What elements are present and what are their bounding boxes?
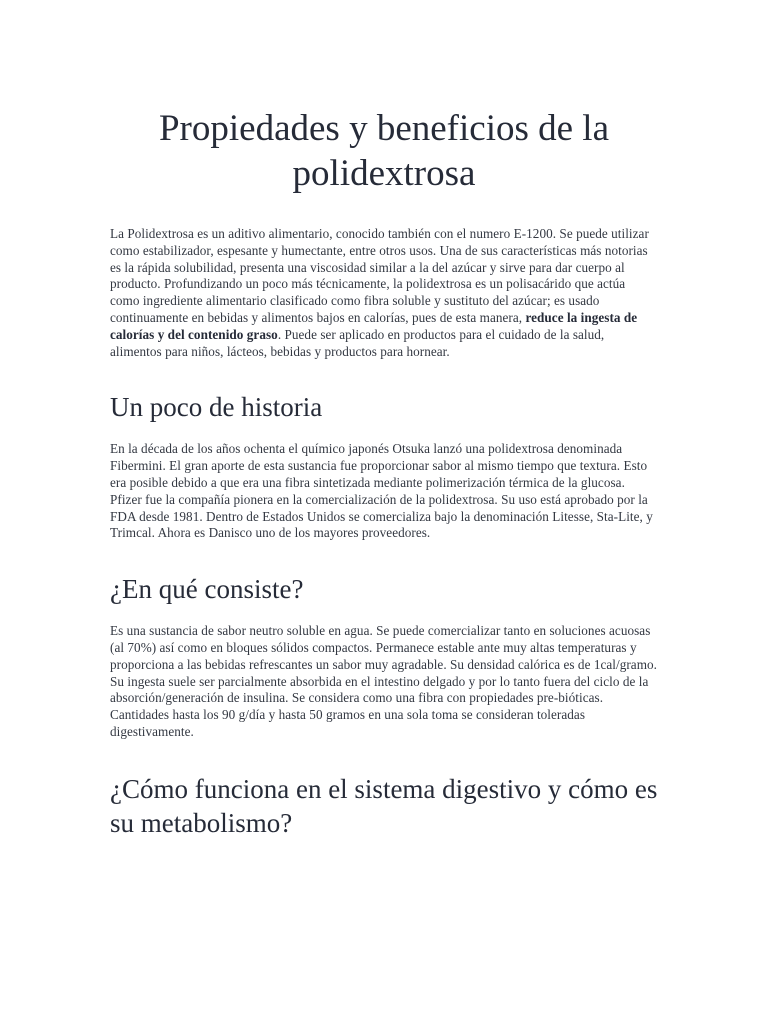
intro-bold-text: reduce la ingesta de calorías y del contenido graso bbox=[110, 309, 638, 342]
page-title: Propiedades y beneficios de la polidextrosa bbox=[158, 108, 610, 194]
intro-text-before: La Polidextrosa es un aditivo alimentario, conocido también con el numero E-1200. Se puede utilizar como estabilizador, espesante y humectante, entre otros usos. Una de sus características más notorias es la rápida solubilidad, presenta una viscosidad similar a la del azúcar y sirve para dar cuerpo al producto. Profundizando un poco más técnicamente, la polidextrosa es un polisacárido que actúa como ingrediente alimentario clasificado como fibra soluble y sustituto del azúcar; es usado continuamente en bebidas y alimentos bajos en calorías, pues de esta manera, bbox=[110, 226, 649, 325]
section-body-consiste: Es una sustancia de sabor neutro soluble en agua. Se puede comercializar tanto en soluciones acuosas (al 70%) así como en bloques sólidos compactos. Permanece estable ante muy altas temperaturas y proporciona a las bebidas refrescantes un sabor muy agradable. Su densidad calórica es de 1cal/gramo. Su ingesta suele ser parcialmente absorbida en el intestino delgado y por lo tanto fuera del ciclo de la absorción/generación de insulina. Se considera como una fibra con propiedades pre-bióticas. Cantidades hasta los 90 g/día y hasta 50 gramos en una sola toma se consideran toleradas digestivamente. bbox=[110, 623, 657, 739]
section-heading-funciona: ¿Cómo funciona en el sistema digestivo y cómo es su metabolismo? bbox=[110, 773, 658, 838]
section-body-historia: En la década de los años ochenta el químico japonés Otsuka lanzó una polidextrosa denominada Fibermini. El gran aporte de esta sustancia fue proporcionar sabor al mismo tiempo que textura. Esto era posible debido a que era una fibra sintetizada mediante polimerización térmica de la glucosa. Pfizer fue la compañía pionera en la comercialización de la polidextrosa. Su uso está aprobado por la FDA desde 1981. Dentro de Estados Unidos se comercializa bajo la denominación Litesse, Sta-Lite, y Trimcal. Ahora es Danisco uno de los mayores proveedores. bbox=[110, 441, 653, 541]
section-heading-consiste: ¿En qué consiste? bbox=[110, 574, 304, 605]
intro-text-after: . Puede ser aplicado en productos para el cuidado de la salud, alimentos para niños, lácteos, bebidas y productos para hornear. bbox=[110, 326, 605, 359]
intro-paragraph bbox=[110, 226, 658, 360]
section-heading-historia: Un poco de historia bbox=[110, 392, 323, 423]
